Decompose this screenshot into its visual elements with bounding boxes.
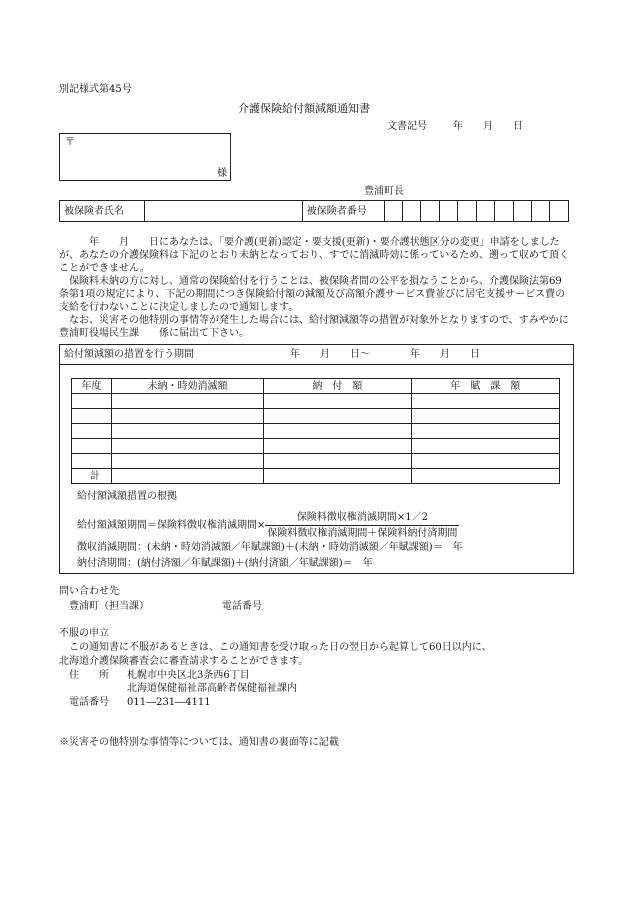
insured-number-digit [458,201,476,222]
formula-lhs: 給付額減額期間＝保険料徴収権消滅期間× [77,520,266,531]
insured-name-label: 被保険者氏名 [60,201,145,222]
insured-number-digit [476,201,494,222]
insured-number-digit [403,201,421,222]
col-header-year: 年度 [72,379,112,394]
body-paragraph-3: なお、災害その他特別の事情等が発生した場合には、給付額減額等の措置が対象外となりますので、すみやかに豊浦町役場民生課 係に届出て下さい。 [59,315,569,339]
basis-formula [77,511,459,540]
address-line-2: 北海道保健福祉部高齢者保健福祉課内 [127,683,297,694]
reduction-section [59,344,574,574]
insured-name-value [145,201,303,222]
table-row [72,454,560,469]
page-title: 介護保険給付額減額通知書 [238,102,370,115]
body-paragraph-1: 年 月 日にあなたは、「要介護(更新)認定・要支援(更新)・要介護状態区分の変更」申請をしましたが、あなたの介護保険料は下記のとおり未納となっており、すでに消滅時効に係っているため、遡って収めて頂くことができません。 [59,237,569,274]
insured-number-digit [513,201,531,222]
appeal-heading: 不服の申立 [59,628,109,639]
total-label: 計 [72,469,112,484]
insured-number-digit [384,201,402,222]
period-label: 給付額減額の措置を行う期間 [64,349,194,360]
honorific: 様 [217,168,227,179]
formula-numerator: 保険料徴収権消滅期間×1／2 [265,511,459,526]
body-paragraph-2: 保険料未納の方に対し、通常の保険給付を行うことは、被保険者間の公平を損なうことから、介護保険法第69条第1項の規定により、下記の期間につき保険給付額の減額及び高額介護サービス費並びに居宅支援サービス費の支給を行わないことに決定しましたので通知します。 [59,276,566,313]
table-row [72,409,560,424]
issuer: 豊浦町長 [364,186,404,197]
address-line-1: 札幌市中央区北3条西6丁目 [127,670,250,681]
appeal-text-line-1: この通知書に不服があるときは、この通知書を受け取った日の翌日から起算して60日以内に、 [59,642,492,653]
insured-number-digit [532,201,550,222]
address-label: 住 所 [69,670,109,681]
insured-info-table [59,200,569,222]
table-total-row [72,469,560,484]
insured-number-digit [495,201,513,222]
footnote: ※災害その他特別な事情等については、通知書の裏面等に記載 [59,737,339,748]
basis-heading: 給付額減額措置の根拠 [77,491,177,502]
notice-body [59,236,569,340]
form-number: 別記様式第45号 [59,84,132,95]
contact-phone-label: 電話番号 [222,601,262,612]
contact-department: 豊浦町（担当課） [69,601,149,612]
col-header-paid: 納 付 額 [264,379,411,394]
postal-mark: 〒 [65,137,75,148]
insured-number-digit [439,201,457,222]
appeal-text-line-2: 北海道介護保険審査会に審査請求することができます。 [59,656,309,667]
address-box [59,133,231,181]
phone-label: 電話番号 [69,697,109,708]
insured-number-digit [550,201,569,222]
period-row [60,345,573,365]
table-row [72,424,560,439]
formula-fraction [265,511,459,540]
col-header-annual: 年 賦 課 額 [411,379,559,394]
table-row [72,394,560,409]
formula-denominator: 保険料徴収権消滅期間＋保険料納付済期間 [267,528,458,539]
amount-table [71,378,560,484]
table-row [72,439,560,454]
paid-period: 納付済期間：(納付済額／年賦課額)＋(納付済額／年賦課額)＝ 年 [77,558,373,569]
col-header-unpaid: 未納・時効消滅額 [111,379,263,394]
insured-number-label: 被保険者番号 [302,201,384,222]
contact-heading: 問い合わせ先 [59,586,119,597]
insured-number-digit [421,201,439,222]
phone-number: 011―231―4111 [127,697,211,708]
issue-date: 年 月 日 [453,121,523,132]
document-number-label: 文書記号 [387,121,427,132]
collection-lapse-period: 徴収消滅期間：(未納・時効消滅額／年賦課額)＋(未納・時効消滅額／年賦課額)＝ 年 [77,542,463,553]
period-range: 年 月 日～ 年 月 日 [290,349,480,360]
